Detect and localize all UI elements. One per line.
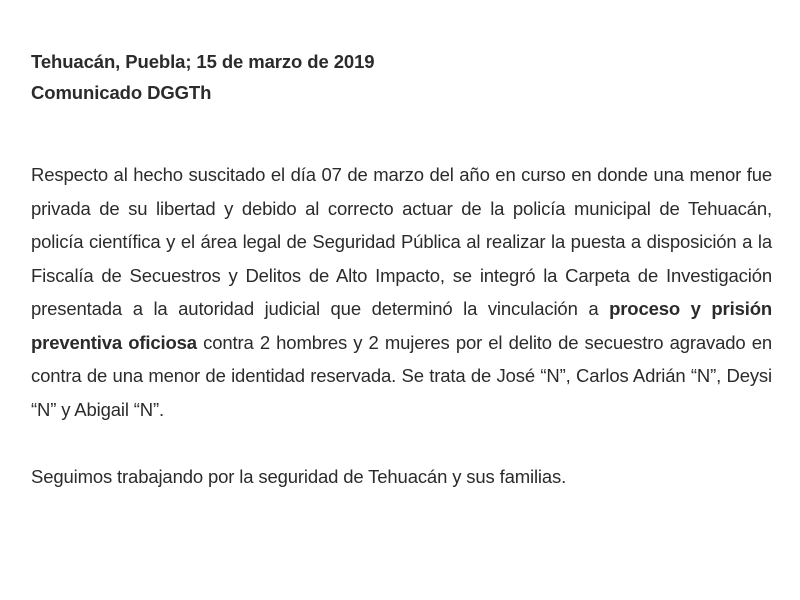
closing-paragraph: Seguimos trabajando por la seguridad de Tehuacán y sus familias.: [31, 466, 567, 487]
body-text-part2: contra 2 hombres y 2 mujeres por el delito de secuestro agravado en contra de una menor de identidad reservada. Se trata de José “N”, Carlos Adrián “N”, Deysi “N” y Abigail “N”.: [31, 331, 772, 420]
press-release: [31, 46, 772, 494]
body-emphasis: proceso y prisión preventiva oficiosa: [31, 298, 773, 353]
body-paragraph: [31, 158, 772, 426]
body-text-part1: Respecto al hecho suscitado el día 07 de marzo del año en curso en donde una menor fue privada de su libertad y debido al correcto actuar de la policía municipal de Tehuacán, policía científica y el área legal de Seguridad Pública al realizar la puesta a disposición a la Fiscalía de Secuestros y Delitos de Alto Impacto, se integró la Carpeta de Investigación presentada a la autoridad judicial que determinó la vinculación a: [31, 164, 772, 319]
release-title: Comunicado DGGTh: [31, 82, 212, 103]
location-date: Tehuacán, Puebla; 15 de marzo de 2019: [31, 51, 375, 72]
